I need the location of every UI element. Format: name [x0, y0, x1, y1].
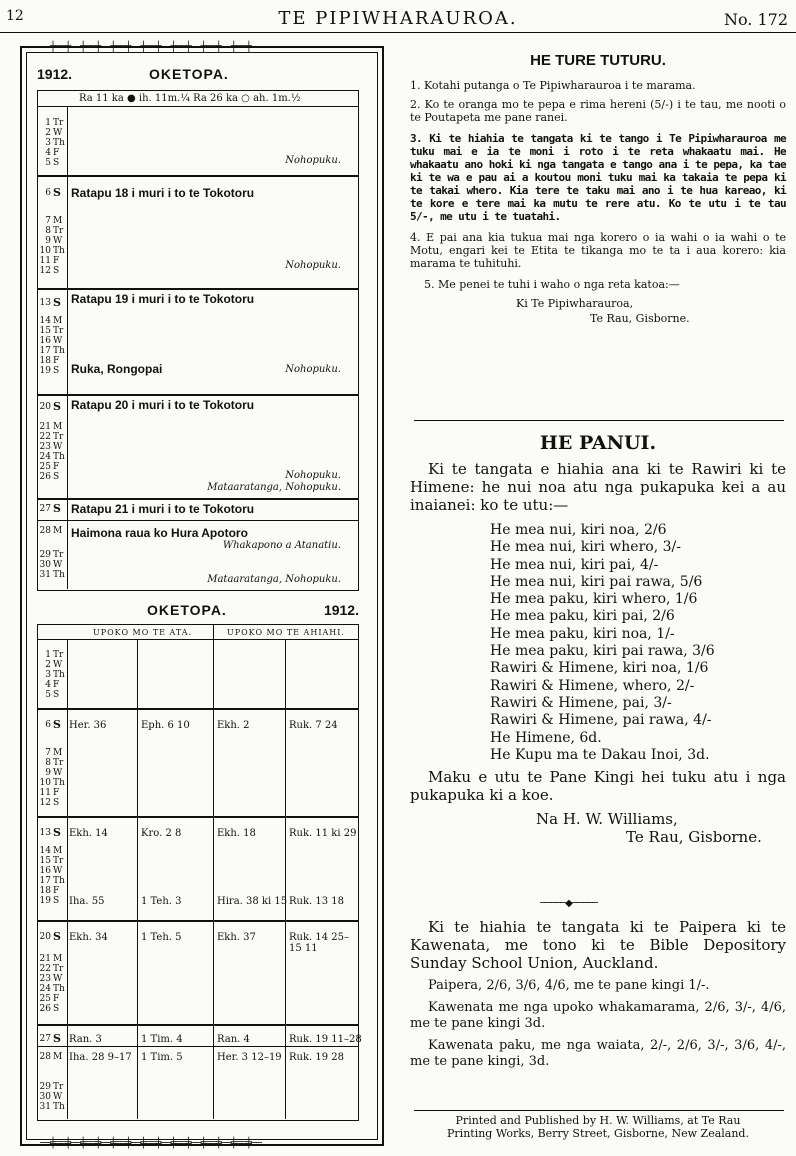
day-number: 28 — [39, 526, 51, 536]
ture-rule-2: 2. Ko te oranga mo te pepa e rima hereni (5/-) i te tau, me nooti o te Poutapeta me pane ranei. — [410, 98, 786, 124]
event-nohopuku: Nohopuku. — [285, 155, 341, 166]
event-nohopuku: Nohopuku. — [285, 260, 341, 271]
day-weekday: Th — [53, 452, 65, 462]
bible-price-2: Kawenata me nga upoko whakamarama, 2/6, 3/-, 4/6, me te pane kingi 3d. — [410, 1000, 786, 1031]
ture-heading: HE TURE TUTURU. — [530, 52, 666, 69]
day-number: 29 — [39, 550, 51, 560]
day-number: 25 — [39, 462, 51, 472]
week-divider — [37, 498, 358, 500]
day-number: 25 — [39, 994, 51, 1004]
reading-cell: 1 Tim. 4 — [141, 1034, 183, 1045]
day-weekday: Th — [53, 570, 65, 580]
divider — [137, 639, 138, 1119]
issue-number: No. 172 — [723, 10, 788, 29]
price-item: He mea paku, kiri pai rawa, 3/6 — [490, 643, 715, 660]
day-number: 5 — [45, 158, 51, 168]
day-number: 7 — [45, 216, 51, 226]
day-number: 18 — [39, 356, 51, 366]
event-mataaratanga: Mataaratanga, Nohopuku. — [207, 482, 341, 493]
day-weekday: S — [53, 690, 60, 700]
signature-place: Te Rau, Gisborne. — [626, 828, 762, 847]
day-weekday: W — [53, 974, 63, 984]
imprint-rule — [414, 1110, 784, 1111]
day-number: 1 — [45, 118, 51, 128]
day-number: 20 — [39, 932, 51, 942]
day-weekday: M — [53, 422, 63, 432]
day-number: 19 — [39, 896, 51, 906]
calendar-top — [37, 66, 359, 591]
day-weekday: W — [53, 560, 63, 570]
day-number: 13 — [39, 298, 51, 308]
day-number: 27 — [39, 504, 51, 514]
day-weekday: W — [53, 866, 63, 876]
day-number: 23 — [39, 442, 51, 452]
day-number: 14 — [39, 316, 51, 326]
day-number: 28 — [39, 1052, 51, 1062]
day-number: 22 — [39, 432, 51, 442]
day-number: 26 — [39, 472, 51, 482]
reading-cell: Ekh. 18 — [217, 828, 256, 839]
day-number: 18 — [39, 886, 51, 896]
reading-cell: Ekh. 14 — [69, 828, 108, 839]
day-weekday: W — [53, 1092, 63, 1102]
day-number: 12 — [39, 266, 51, 276]
reading-cell: Her. 36 — [69, 720, 107, 731]
page-number: 12 — [6, 8, 24, 24]
day-weekday: Tr — [53, 550, 64, 560]
event-mataaratanga: Mataaratanga, Nohopuku. — [207, 574, 341, 585]
reading-cell: Ruk. 19 11–28 — [289, 1034, 362, 1045]
price-item: He Kupu ma te Dakau Inoi, 3d. — [490, 746, 710, 763]
day-weekday: S — [53, 1032, 61, 1045]
price-item: He mea nui, kiri pai, 4/- — [490, 556, 659, 573]
imprint-line-1: Printed and Published by H. W. Williams, at Te Rau — [455, 1114, 741, 1127]
imprint-line-2: Printing Works, Berry Street, Gisborne, New Zealand. — [447, 1127, 749, 1140]
event-nohopuku: Nohopuku. — [285, 364, 341, 375]
event-haimona: Haimona raua ko Hura Apotoro — [71, 526, 248, 540]
panui-intro: Ki te tangata e hiahia ana ki te Rawiri ki te Himene: he nui noa atu nga pukapuka kei a au inaianei: ko te utu:— — [410, 460, 786, 514]
day-number: 2 — [45, 128, 51, 138]
reading-cell: Ekh. 34 — [69, 932, 108, 943]
reading-cell: Ruk. 14 25–15 11 — [289, 932, 350, 954]
day-weekday: F — [53, 994, 60, 1004]
price-item: He mea paku, kiri noa, 1/- — [490, 625, 675, 642]
day-number: 2 — [45, 660, 51, 670]
week-divider — [37, 1024, 358, 1026]
day-weekday: Tr — [53, 964, 64, 974]
day-weekday: S — [53, 296, 61, 309]
day-weekday: Th — [53, 1102, 65, 1112]
day-number: 21 — [39, 954, 51, 964]
day-weekday: W — [53, 236, 63, 246]
reading-cell: Ran. 4 — [217, 1034, 250, 1045]
day-number: 21 — [39, 422, 51, 432]
day-number: 30 — [39, 1092, 51, 1102]
day-number: 14 — [39, 846, 51, 856]
address-line-1: Ki Te Pipiwharauroa, — [516, 297, 634, 310]
day-weekday: S — [53, 798, 60, 808]
day-number: 9 — [45, 236, 51, 246]
price-list — [410, 522, 786, 764]
day-number: 31 — [39, 570, 51, 580]
ture-rule-4: 4. E pai ana kia tukua mai nga korero o ia wahi o ia wahi o te Motu, engari kei te Etita te tikanga mo te ta i aua korero: kia marama te tuhituhi. — [410, 231, 786, 270]
day-weekday: Th — [53, 138, 65, 148]
event-ratapu-19: Ratapu 19 i muri i to te Tokotoru — [71, 292, 255, 306]
day-weekday: Th — [53, 246, 65, 256]
day-weekday: S — [53, 930, 61, 943]
panui-heading: HE PANUI. — [539, 432, 657, 454]
bible-section — [410, 918, 786, 1070]
divider — [67, 639, 68, 1119]
event-ruka: Ruka, Rongopai — [71, 362, 163, 376]
day-weekday: W — [53, 660, 63, 670]
calendar-bottom-month: OKETOPA. — [147, 602, 227, 618]
week-divider — [37, 920, 358, 922]
calendar-top-month: OKETOPA. — [149, 66, 229, 82]
price-item: He mea nui, kiri pai rawa, 5/6 — [490, 573, 703, 590]
reading-cell: 1 Teh. 3 — [141, 896, 182, 907]
section-ornament: ─────◆───── — [540, 898, 597, 909]
divider — [213, 624, 214, 1119]
day-number: 23 — [39, 974, 51, 984]
ture-rule-5: 5. Me penei te tuhi i waho o nga reta katoa:— — [424, 278, 680, 291]
frame-ornament-top: ──╪══╪──╪══╪──╪══╪──╪══╪──╪══╪──╪══╪──╪══╪── — [40, 42, 261, 53]
day-number: 11 — [39, 788, 51, 798]
event-ratapu-18: Ratapu 18 i muri i to te Tokotoru — [71, 186, 255, 200]
day-number: 15 — [39, 856, 51, 866]
day-weekday: S — [53, 1004, 60, 1014]
reading-cell: Ruk. 11 ki 29 — [289, 828, 357, 839]
day-number: 10 — [39, 778, 51, 788]
price-item: He mea paku, kiri pai, 2/6 — [490, 608, 675, 625]
day-number: 6 — [45, 188, 51, 198]
price-item: Rawiri & Himene, pai, 3/- — [490, 694, 672, 711]
reading-cell: 1 Teh. 5 — [141, 932, 182, 943]
reading-cell: Ran. 3 — [69, 1034, 102, 1045]
header-rule — [0, 32, 796, 33]
day-weekday: S — [53, 472, 60, 482]
calendar-bottom-year: 1912. — [323, 602, 359, 618]
day-weekday: S — [53, 896, 60, 906]
day-number: 4 — [45, 148, 51, 158]
ture-rule-1: 1. Kotahi putanga o Te Pipiwharauroa i te marama. — [410, 79, 696, 92]
event-ratapu-20: Ratapu 20 i muri i to te Tokotoru — [71, 398, 255, 412]
reading-cell: 1 Tim. 5 — [141, 1052, 183, 1063]
panui-section — [410, 432, 786, 846]
day-number: 22 — [39, 964, 51, 974]
reading-cell: Iha. 55 — [69, 896, 105, 907]
reading-cell: Ruk. 19 28 — [289, 1052, 345, 1063]
price-item: He Himene, 6d. — [490, 729, 602, 746]
price-item: He mea paku, kiri whero, 1/6 — [490, 591, 698, 608]
day-number: 4 — [45, 680, 51, 690]
reading-cell: Ruk. 7 24 — [289, 720, 338, 731]
day-weekday: F — [53, 788, 60, 798]
week-divider — [37, 288, 358, 290]
reading-cell: Hira. 38 ki 15 — [217, 896, 288, 907]
day-number: 1 — [45, 650, 51, 660]
ture-rule-3: 3. Ki te hiahia te tangata ki te tango i Te Pipiwharauroa me tuku mai e ia te moni i roto i te reta whakaatu mai. He whakaatu ano hoki ki nga tangata e tango ana i te pepa, ka tae ki te wa e pau ai a koutou moni tuku mai ka takaia te pepa ki te takai whero. Kia tere te taku mai ano i te hua kareao, ki te kore e tere mai ka mutu te rere atu. Ko te utu i te tau 5/-, me utu i te tuatahi. — [410, 132, 786, 223]
calendar-bottom-heading — [37, 602, 359, 626]
calendar-top-heading — [37, 66, 359, 90]
day-weekday: M — [53, 1052, 63, 1062]
day-weekday: F — [53, 680, 60, 690]
day-number: 17 — [39, 346, 51, 356]
day-weekday: M — [53, 316, 63, 326]
frame-ornament-bottom: ──╪══╪──╪══╪──╪══╪──╪══╪──╪══╪──╪══╪──╪══╪── — [40, 1138, 261, 1149]
day-weekday: Tr — [53, 432, 64, 442]
price-item: Rawiri & Himene, whero, 2/- — [490, 677, 695, 694]
day-number: 31 — [39, 1102, 51, 1112]
week-divider — [37, 708, 358, 710]
day-weekday: M — [53, 954, 63, 964]
reading-cell: Ruk. 13 18 — [289, 896, 345, 907]
bible-intro: Ki te hiahia te tangata ki te Paipera ki te Kawenata, me tono ki te Bible Depository Sunday School Union, Auckland. — [410, 918, 786, 972]
reading-cell: Eph. 6 10 — [141, 720, 190, 731]
calendar-bottom — [37, 602, 362, 1122]
day-weekday: S — [53, 400, 61, 413]
reading-cell: Ekh. 37 — [217, 932, 256, 943]
day-weekday: S — [53, 266, 60, 276]
price-item: Rawiri & Himene, pai rawa, 4/- — [490, 712, 712, 729]
day-weekday: F — [53, 256, 60, 266]
morning-column-heading: UPOKO MO TE ATA. — [93, 628, 193, 637]
day-number: 3 — [45, 138, 51, 148]
day-number: 24 — [39, 984, 51, 994]
day-weekday: S — [53, 366, 60, 376]
imprint — [410, 1114, 786, 1140]
reading-cell: Her. 3 12–19 — [217, 1052, 282, 1063]
day-weekday: S — [53, 718, 61, 731]
reading-cell: Kro. 2 8 — [141, 828, 182, 839]
evening-column-heading: UPOKO MO TE AHIAHI. — [227, 628, 345, 637]
divider — [37, 520, 358, 521]
moon-phases: Ra 11 ka ● ih. 11m.¼ Ra 26 ka ○ ah. 1m.½ — [79, 93, 301, 104]
day-weekday: S — [53, 502, 61, 515]
day-number: 16 — [39, 866, 51, 876]
day-weekday: Tr — [53, 650, 64, 660]
day-weekday: Tr — [53, 118, 64, 128]
panui-closing: Maku e utu te Pane Kingi hei tuku atu i nga pukapuka ki a koe. — [410, 768, 786, 805]
day-weekday: W — [53, 336, 63, 346]
section-rule — [414, 420, 784, 421]
day-weekday: F — [53, 356, 60, 366]
day-number: 6 — [45, 720, 51, 730]
week-divider — [37, 394, 358, 396]
event-nohopuku: Nohopuku. — [285, 470, 341, 481]
bible-price-3: Kawenata paku, me nga waiata, 2/-, 2/6, 3/-, 3/6, 4/-, me te pane kingi, 3d. — [410, 1038, 786, 1069]
day-number: 30 — [39, 560, 51, 570]
day-weekday: W — [53, 128, 63, 138]
day-number: 24 — [39, 452, 51, 462]
day-number: 15 — [39, 326, 51, 336]
day-number: 27 — [39, 1034, 51, 1044]
day-number: 19 — [39, 366, 51, 376]
ture-section — [410, 52, 786, 325]
day-weekday: M — [53, 748, 63, 758]
day-number: 17 — [39, 876, 51, 886]
address-line-2: Te Rau, Gisborne. — [590, 312, 690, 325]
calendar-top-year: 1912. — [37, 66, 73, 82]
bible-price-1: Paipera, 2/6, 3/6, 4/6, me te pane kingi 1/-. — [428, 978, 710, 993]
day-weekday: M — [53, 216, 63, 226]
price-item: He mea nui, kiri noa, 2/6 — [490, 522, 667, 538]
event-ratapu-21: Ratapu 21 i muri i to te Tokotoru — [71, 502, 255, 516]
day-weekday: F — [53, 148, 60, 158]
divider — [285, 639, 286, 1119]
day-number: 9 — [45, 768, 51, 778]
day-number: 20 — [39, 402, 51, 412]
day-weekday: W — [53, 768, 63, 778]
day-number: 26 — [39, 1004, 51, 1014]
day-weekday: S — [53, 158, 60, 168]
day-weekday: F — [53, 462, 60, 472]
day-weekday: F — [53, 886, 60, 896]
day-weekday: Th — [53, 346, 65, 356]
day-weekday: W — [53, 442, 63, 452]
price-item: He mea nui, kiri whero, 3/- — [490, 539, 681, 556]
day-number: 11 — [39, 256, 51, 266]
day-number: 7 — [45, 748, 51, 758]
day-weekday: Th — [53, 670, 65, 680]
reading-cell: Ekh. 2 — [217, 720, 250, 731]
day-weekday: Tr — [53, 856, 64, 866]
day-number: 8 — [45, 758, 51, 768]
day-weekday: Tr — [53, 226, 64, 236]
divider — [37, 1046, 358, 1047]
day-number: 8 — [45, 226, 51, 236]
day-weekday: M — [53, 846, 63, 856]
day-number: 5 — [45, 690, 51, 700]
day-weekday: Th — [53, 876, 65, 886]
day-weekday: Tr — [53, 1082, 64, 1092]
event-whakapono: Whakapono a Atanatiu. — [222, 540, 341, 551]
day-weekday: M — [53, 526, 63, 536]
day-number: 13 — [39, 828, 51, 838]
day-number: 10 — [39, 246, 51, 256]
day-weekday: S — [53, 186, 61, 199]
day-number: 3 — [45, 670, 51, 680]
day-weekday: Tr — [53, 758, 64, 768]
divider — [67, 106, 68, 589]
day-weekday: Th — [53, 984, 65, 994]
week-divider — [37, 816, 358, 818]
paper-title: TE PIPIWHARAUROA. — [278, 8, 518, 29]
divider — [37, 106, 358, 107]
reading-cell: Iha. 28 9–17 — [69, 1052, 132, 1063]
day-number: 29 — [39, 1082, 51, 1092]
price-item: Rawiri & Himene, kiri noa, 1/6 — [490, 660, 709, 677]
day-weekday: Th — [53, 778, 65, 788]
day-number: 16 — [39, 336, 51, 346]
day-number: 12 — [39, 798, 51, 808]
day-weekday: Tr — [53, 326, 64, 336]
page-header — [0, 8, 796, 30]
divider — [37, 639, 358, 640]
signature-name: Na H. W. Williams, — [536, 810, 678, 829]
day-weekday: S — [53, 826, 61, 839]
week-divider — [37, 175, 358, 177]
